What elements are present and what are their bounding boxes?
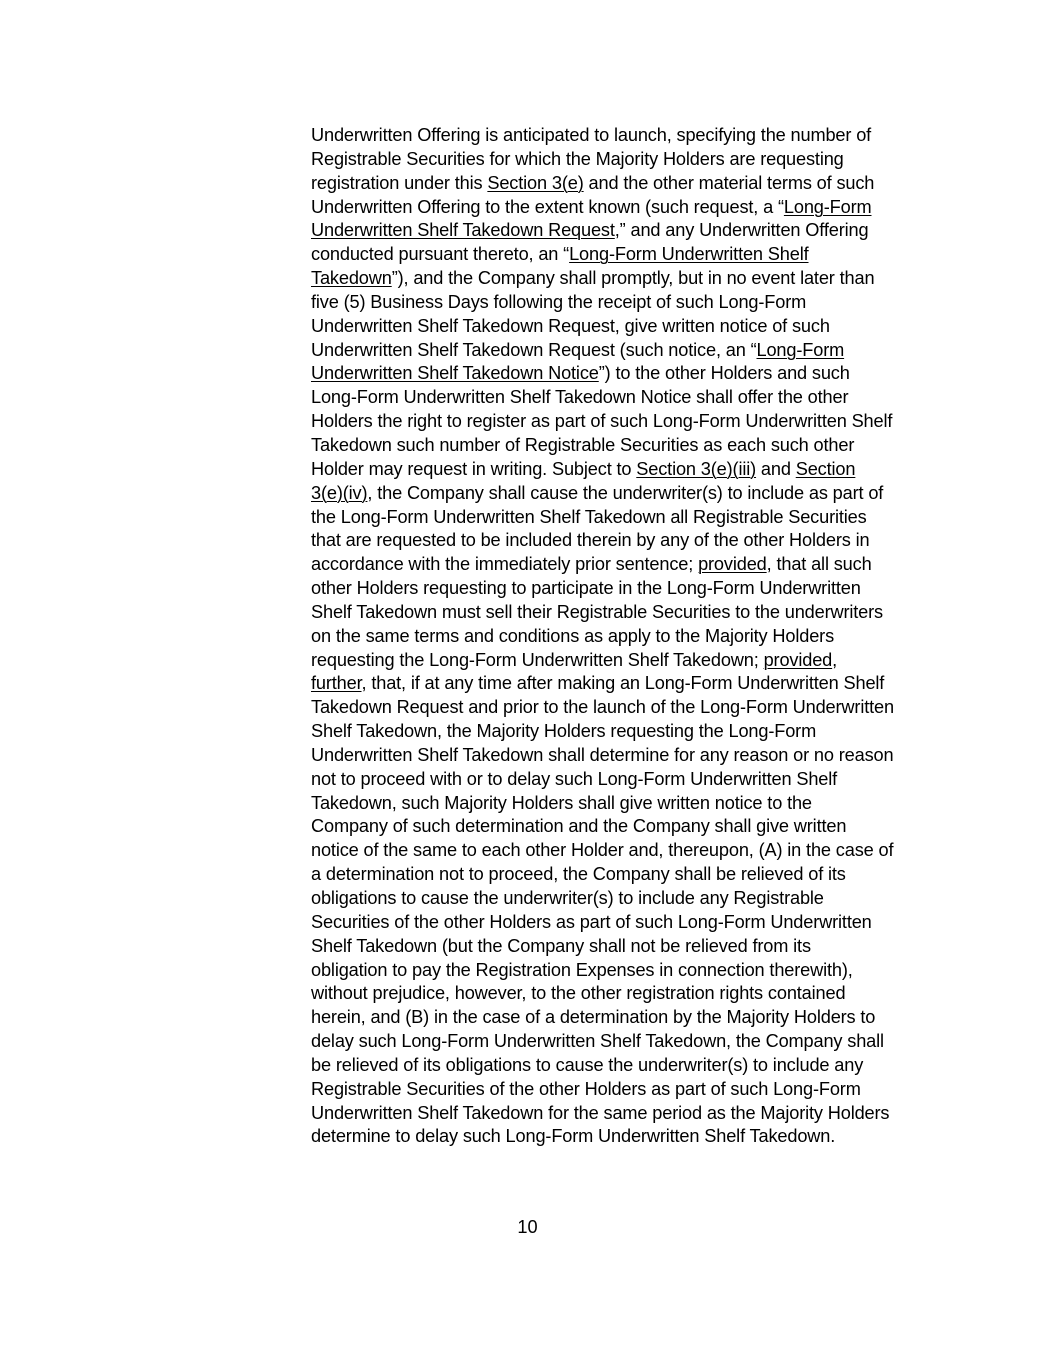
text-segment: Underwritten Offering is anticipated to launch, specifying the number of — [311, 125, 872, 145]
text-line — [311, 243, 936, 267]
text-line — [311, 1054, 936, 1078]
text-segment: Company of such determination and the Company shall give written — [311, 816, 847, 837]
text-segment: the Long-Form Underwritten Shelf Takedown all Registrable Securities — [311, 506, 867, 527]
text-line — [311, 959, 936, 983]
underlined-reference: further — [311, 673, 362, 694]
text-line — [311, 219, 936, 243]
underlined-reference: provided — [763, 649, 833, 670]
text-segment: Underwritten Shelf Takedown Request (such notice, an “ — [311, 339, 757, 360]
underlined-reference: Long-Form Underwritten Shelf — [569, 244, 809, 265]
text-line — [311, 410, 936, 434]
text-segment: Registrable Securities of the other Holders as part of such Long-Form — [311, 1078, 861, 1099]
text-line — [311, 1125, 936, 1149]
underlined-reference: Underwritten Shelf Takedown Request — [311, 220, 615, 241]
text-line — [311, 601, 936, 625]
underlined-reference: Section 3(e)(iii) — [636, 458, 757, 479]
underlined-reference: Section 3(e) — [487, 172, 584, 193]
text-line — [311, 148, 936, 172]
underlined-reference: Takedown — [311, 268, 392, 289]
text-line — [311, 124, 936, 148]
text-line — [311, 553, 936, 577]
text-segment: , — [832, 649, 838, 670]
text-segment: and — [756, 458, 796, 479]
text-segment: determine to delay such Long-Form Underwritten Shelf Takedown. — [311, 1126, 836, 1147]
underlined-reference: 3(e)(iv) — [311, 482, 368, 503]
text-segment: , that all such — [766, 554, 872, 575]
text-segment: obligation to pay the Registration Expenses in connection therewith), — [311, 959, 853, 980]
text-line — [311, 577, 936, 601]
text-line — [311, 172, 936, 196]
text-segment: Registrable Securities for which the Majority Holders are requesting — [311, 148, 844, 169]
text-line — [311, 625, 936, 649]
text-segment: requesting the Long-Form Underwritten Shelf Takedown; — [311, 649, 764, 670]
underlined-reference: Long-Form — [783, 196, 872, 217]
text-line — [311, 196, 936, 220]
text-segment: five (5) Business Days following the receipt of such Long-Form — [311, 291, 807, 312]
text-line — [311, 386, 936, 410]
text-segment: not to proceed with or to delay such Long-Form Underwritten Shelf — [311, 768, 838, 789]
text-line — [311, 768, 936, 792]
text-line — [311, 672, 936, 696]
text-segment: accordance with the immediately prior sentence; — [311, 554, 699, 575]
text-segment: notice of the same to each other Holder and, thereupon, (A) in the case of — [311, 840, 894, 861]
page-number: 10 — [517, 1217, 538, 1237]
text-line — [311, 315, 936, 339]
text-segment: Holder may request in writing. Subject to — [311, 458, 637, 479]
body-paragraph — [311, 124, 936, 1149]
text-segment: conducted pursuant thereto, an “ — [311, 244, 570, 265]
text-line — [311, 744, 936, 768]
text-segment: Shelf Takedown (but the Company shall not be relieved from its — [311, 935, 811, 956]
text-line — [311, 1078, 936, 1102]
text-segment: Underwritten Offering to the extent known (such request, a “ — [311, 196, 784, 217]
text-line — [311, 911, 936, 935]
text-segment: Holders the right to register as part of such Long-Form Underwritten Shelf — [311, 411, 893, 432]
text-line — [311, 1030, 936, 1054]
underlined-reference: Section — [795, 458, 856, 479]
text-line — [311, 815, 936, 839]
text-segment: , that, if at any time after making an Long-Form Underwritten Shelf — [361, 673, 885, 694]
text-line — [311, 482, 936, 506]
text-segment: a determination not to proceed, the Company shall be relieved of its — [311, 864, 846, 885]
text-line — [311, 649, 936, 673]
text-line — [311, 839, 936, 863]
text-segment: , the Company shall cause the underwriter(s) to include as part of — [367, 482, 884, 503]
text-segment: ,” and any Underwritten Offering — [614, 220, 869, 241]
text-segment: and the other material terms of such — [583, 172, 875, 193]
text-line — [311, 339, 936, 363]
text-segment: Shelf Takedown, the Majority Holders requesting the Long-Form — [311, 721, 817, 742]
text-segment: Underwritten Shelf Takedown Request, give written notice of such — [311, 315, 830, 336]
text-segment: Long-Form Underwritten Shelf Takedown Notice shall offer the other — [311, 387, 849, 408]
text-segment: delay such Long-Form Underwritten Shelf Takedown, the Company shall — [311, 1031, 884, 1052]
text-line — [311, 1102, 936, 1126]
text-line — [311, 291, 936, 315]
text-segment: ”), and the Company shall promptly, but in no event later than — [391, 268, 875, 289]
text-segment: be relieved of its obligations to cause the underwriter(s) to include any — [311, 1054, 864, 1075]
text-segment: registration under this — [311, 172, 488, 193]
text-segment: Takedown such number of Registrable Securities as each such other — [311, 434, 855, 455]
text-line — [311, 267, 936, 291]
text-segment: Securities of the other Holders as part of such Long-Form Underwritten — [311, 911, 872, 932]
text-segment: Underwritten Shelf Takedown shall determine for any reason or no reason — [311, 744, 894, 765]
text-line — [311, 458, 936, 482]
text-segment: without prejudice, however, to the other registration rights contained — [311, 983, 846, 1004]
text-segment: herein, and (B) in the case of a determination by the Majority Holders to — [311, 1007, 876, 1028]
text-segment: Takedown, such Majority Holders shall give written notice to the — [311, 792, 812, 813]
text-segment: ”) to the other Holders and such — [598, 363, 850, 384]
text-line — [311, 696, 936, 720]
text-segment: other Holders requesting to participate in the Long-Form Underwritten — [311, 578, 861, 599]
text-segment: that are requested to be included therein by any of the other Holders in — [311, 530, 870, 551]
text-line — [311, 362, 936, 386]
text-line — [311, 529, 936, 553]
underlined-reference: Underwritten Shelf Takedown Notice — [311, 363, 599, 384]
text-line — [311, 1006, 936, 1030]
text-line — [311, 935, 936, 959]
text-line — [311, 982, 936, 1006]
text-line — [311, 720, 936, 744]
underlined-reference: provided — [698, 554, 767, 575]
text-line — [311, 792, 936, 816]
underlined-reference: Long-Form — [756, 339, 845, 360]
text-segment: Underwritten Shelf Takedown for the same period as the Majority Holders — [311, 1102, 890, 1123]
text-line — [311, 506, 936, 530]
text-line — [311, 434, 936, 458]
text-line — [311, 887, 936, 911]
text-segment: on the same terms and conditions as apply to the Majority Holders — [311, 625, 835, 646]
text-segment: Takedown Request and prior to the launch of the Long-Form Underwritten — [311, 697, 894, 718]
text-line — [311, 863, 936, 887]
text-segment: Shelf Takedown must sell their Registrable Securities to the underwriters — [311, 601, 883, 622]
text-segment: obligations to cause the underwriter(s) to include any Registrable — [311, 888, 824, 908]
